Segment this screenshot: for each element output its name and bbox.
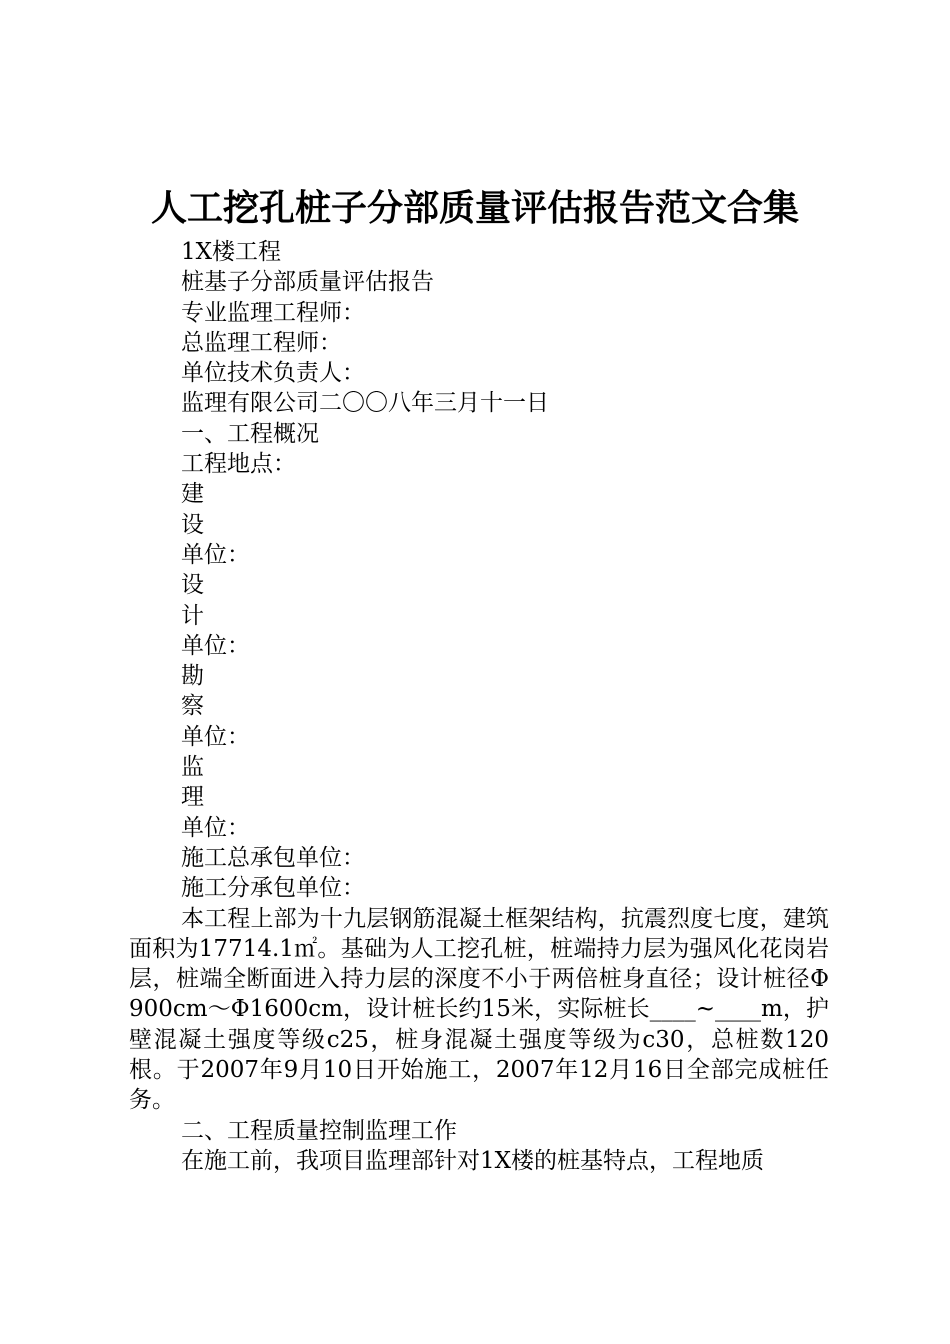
supervision-char-2: 理 [181, 784, 204, 811]
design-unit-line: 单位： [181, 632, 250, 659]
survey-unit-line: 单位： [181, 723, 250, 750]
quality-control-paragraph: 在施工前，我项目监理部针对1X楼的桩基特点，工程地质 [181, 1147, 765, 1174]
document-body [129, 237, 829, 1176]
supervision-unit-line: 单位： [181, 814, 250, 841]
section-heading-1: 一、工程概况 [181, 420, 319, 447]
report-name-line: 桩基子分部质量评估报告 [181, 269, 434, 296]
construction-char-1: 建 [181, 481, 204, 508]
overview-paragraph: 本工程上部为十九层钢筋混凝土框架结构，抗震烈度七度，建筑面积为17714.1㎡。基础为人工挖孔桩，桩端持力层为强风化花岗岩层，桩端全断面进入持力层的深度不小于两倍桩身直径；设计桩径Φ900cm～Φ1600cm，设计桩长约15米，实际桩长____~____m，护壁混凝土强度等级c25，桩身混凝土强度等级为c30，总桩数120根。于2007年9月10日开始施工，2007年12月16日全部完成桩任务。 [129, 905, 829, 1114]
company-date-line: 监理有限公司二〇〇八年三月十一日 [181, 390, 549, 417]
construction-char-2: 设 [181, 511, 204, 538]
general-contractor-line: 施工总承包单位： [181, 844, 365, 871]
survey-char-1: 勘 [181, 663, 204, 690]
chief-engineer-line: 总监理工程师： [181, 329, 342, 356]
design-char-1: 设 [181, 572, 204, 599]
supervision-char-1: 监 [181, 754, 204, 781]
section-heading-2: 二、工程质量控制监理工作 [181, 1117, 457, 1144]
sub-contractor-line: 施工分承包单位： [181, 875, 365, 902]
specialist-engineer-line: 专业监理工程师： [181, 299, 365, 326]
technical-lead-line: 单位技术负责人： [181, 360, 365, 387]
construction-unit-line: 单位： [181, 541, 250, 568]
design-char-2: 计 [181, 602, 204, 629]
location-line: 工程地点： [181, 451, 296, 478]
document-title: 人工挖孔桩子分部质量评估报告范文合集 [150, 187, 799, 229]
survey-char-2: 察 [181, 693, 204, 720]
project-name-line: 1X楼工程 [181, 239, 282, 265]
